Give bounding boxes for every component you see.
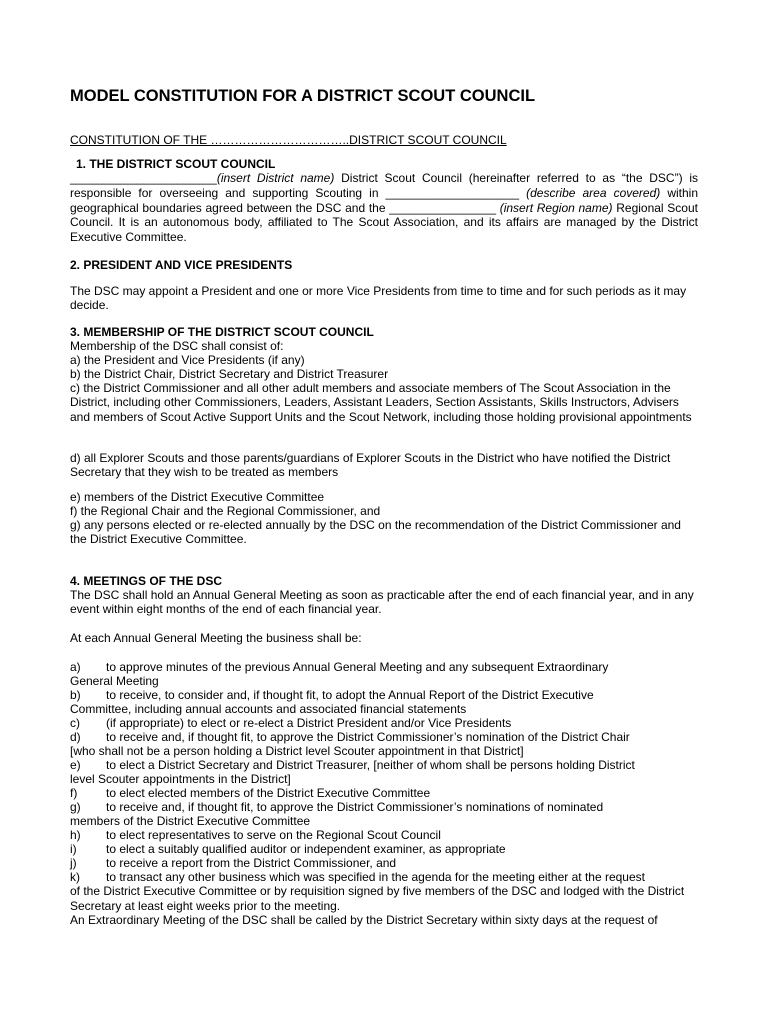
section-1-text-b: within geographical boundaries agreed between the DSC and the ________________ [70,185,698,215]
agm-item-label: h) [70,828,81,842]
region-name-hint: (insert Region name) [499,200,613,215]
section-1-heading: 1. THE DISTRICT SCOUT COUNCIL [76,157,276,171]
membership-item-d: d) all Explorer Scouts and those parents/guardians of Explorer Scouts in the District who have notified the District Secretary that they wish to be treated as members [70,451,671,480]
agm-item-label: k) [70,870,80,884]
membership-item-g: g) any persons elected or re-elected annually by the DSC on the recommendation of the District Commissioner and the District Executive Committee. [70,518,681,547]
agm-item-label: i) [70,842,77,856]
section-2-paragraph: The DSC may appoint a President and one or more Vice Presidents from time to time and for such periods as it may decide. [70,284,687,313]
membership-item-b: b) the District Chair, District Secretary and District Treasurer [70,367,389,381]
agm-item-label: d) [70,730,81,744]
agm-item-continuation: Committee, including annual accounts and associated financial statements [70,702,467,717]
agm-item-h [70,828,698,842]
agm-item-text: to elect a suitably qualified auditor or independent examiner, as appropriate [106,842,506,856]
agm-item-d [70,730,698,759]
agm-item-text: to transact any other business which was specified in the agenda for the meeting either at the request [106,870,645,884]
section-4-paragraph-2: At each Annual General Meeting the business shall be: [70,631,362,645]
agm-item-text: to elect elected members of the District Executive Committee [106,786,431,800]
agm-item-k [70,870,698,913]
area-hint: (describe area covered) [526,185,661,200]
section-1-text-a: District Scout Council (hereinafter referred to as “the DSC”) is responsible for overseeing and supporting Scouting in ____________________ [70,171,698,200]
agm-item-text: to elect a District Secretary and District Treasurer, [neither of whom shall be persons holding District [106,758,635,772]
section-2-heading: 2. PRESIDENT AND VICE PRESIDENTS [70,258,293,272]
agm-item-label: e) [70,758,81,772]
agm-item-b [70,688,698,717]
agm-item-label: g) [70,800,81,814]
agm-item-continuation: members of the District Executive Committee [70,814,311,829]
district-name-hint: (insert District name) [216,171,335,185]
constitution-line: CONSTITUTION OF THE ……………………………..DISTRICT SCOUT COUNCIL [70,133,507,147]
section-1-text-c: Regional Scout Council. It is an autonomous body, affiliated to The Scout Association, and its affairs are managed by the District Executive Committee. [70,200,698,245]
section-4-paragraph-3: An Extraordinary Meeting of the DSC shall be called by the District Secretary within sixty days at the request of [70,913,658,927]
agm-item-i [70,842,698,856]
agm-item-a [70,660,698,689]
agm-item-continuation: General Meeting [70,674,159,689]
section-4-paragraph-1: The DSC shall hold an Annual General Meeting as soon as practicable after the end of each financial year, and in any event within eight months of the end of each financial year. [70,588,694,617]
membership-intro: Membership of the DSC shall consist of: [70,339,284,353]
district-blank: ______________________ [70,171,217,185]
membership-item-c: c) the District Commissioner and all other adult members and associate members of The Scout Association in the District, including other Commissioners, Leaders, Assistant Leaders, Section Assistants, Skills Instructors, Advisers and members of Scout Active Support Units and the Scout Network, including those holding provisional appointments [70,381,692,424]
agm-item-c [70,716,698,730]
membership-item-f: f) the Regional Chair and the Regional Commissioner, and [70,504,381,518]
agm-item-label: b) [70,688,81,702]
agm-item-j [70,856,698,870]
agm-item-e [70,758,698,787]
section-1-paragraph [70,171,698,245]
agm-item-continuation: level Scouter appointments in the District] [70,772,291,787]
section-4-heading: 4. MEETINGS OF THE DSC [70,574,223,588]
section-3-heading: 3. MEMBERSHIP OF THE DISTRICT SCOUT COUNCIL [70,325,374,339]
document-title: MODEL CONSTITUTION FOR A DISTRICT SCOUT COUNCIL [70,87,536,105]
agm-item-text: to receive and, if thought fit, to approve the District Commissioner’s nominations of nominated [106,800,604,814]
agm-item-label: c) [70,716,80,730]
agm-item-f [70,786,698,800]
membership-item-e: e) members of the District Executive Committee [70,490,325,504]
agm-item-text: to approve minutes of the previous Annual General Meeting and any subsequent Extraordinary [106,660,609,674]
agm-item-g [70,800,698,829]
agm-item-continuation: [who shall not be a person holding a District level Scouter appointment in that District] [70,744,524,759]
agm-item-label: a) [70,660,81,674]
agm-item-label: j) [70,856,77,870]
agm-item-text: to elect representatives to serve on the Regional Scout Council [106,828,441,842]
agm-item-text: to receive and, if thought fit, to approve the District Commissioner’s nomination of the District Chair [106,730,630,744]
agm-item-text: to receive a report from the District Commissioner, and [106,856,397,870]
agm-item-text: to receive, to consider and, if thought fit, to adopt the Annual Report of the District Executive [106,688,594,702]
agm-item-label: f) [70,786,78,800]
agm-item-text: (if appropriate) to elect or re-elect a District President and/or Vice Presidents [106,716,512,730]
agm-item-continuation: of the District Executive Committee or by requisition signed by five members of the DSC and lodged with the District Secretary at least eight weeks prior to the meeting. [70,884,685,913]
membership-item-a: a) the President and Vice Presidents (if any) [70,353,305,367]
